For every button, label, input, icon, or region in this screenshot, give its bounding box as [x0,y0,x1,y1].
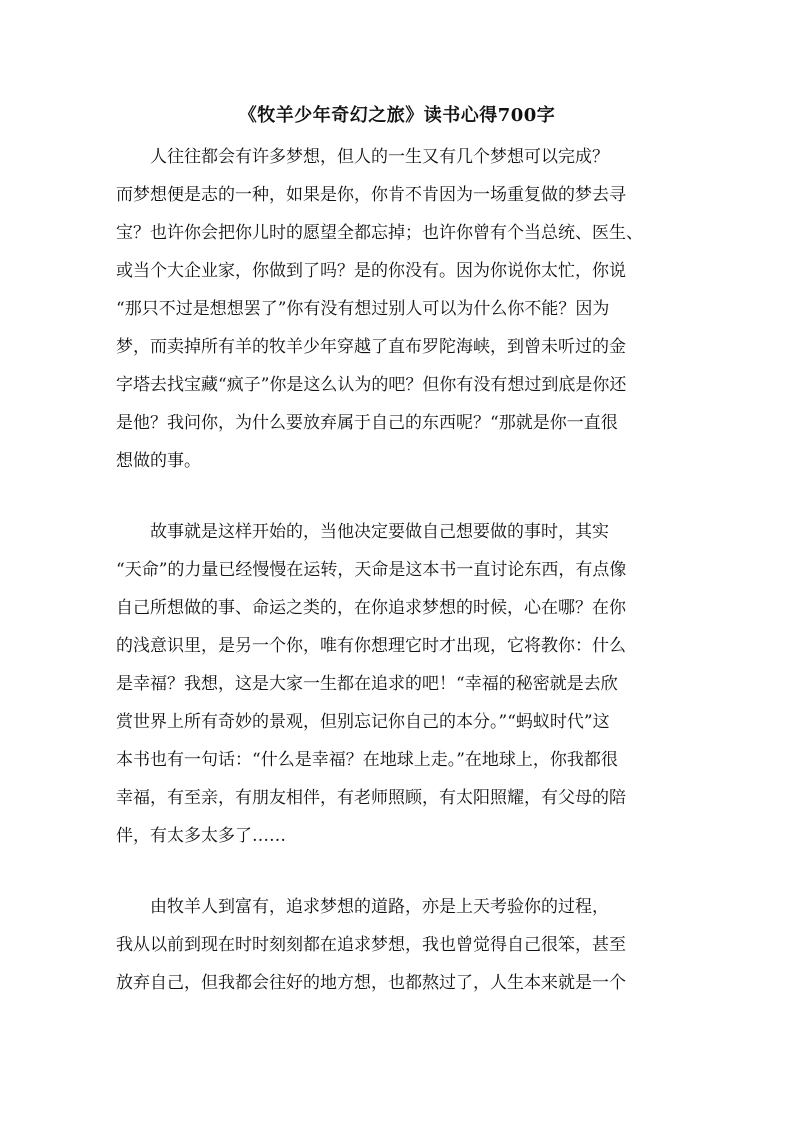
paragraph-line: 伴，有太多太多了…… [116,826,286,846]
paragraph-line: “天命”的力量已经慢慢在运转，天命是这本书一直讨论东西，有点像 [116,560,627,580]
paragraph-line: 而梦想便是志的一种，如果是你，你肯不肯因为一场重复做的梦去寻 [116,185,626,205]
paragraph-line: 放弃自己，但我都会往好的地方想，也都熬过了，人生本来就是一个 [116,973,626,993]
paragraph-line: 或当个大企业家，你做到了吗？是的你没有。因为你说你太忙，你说 [116,261,626,281]
paragraph-line: 想做的事。 [116,451,201,471]
paragraph-line: 赏世界上所有奇妙的景观，但别忘记你自己的本分。”“蚂蚁时代”这 [116,712,610,732]
paragraph-line: 人往往都会有许多梦想，但人的一生又有几个梦想可以完成？ [116,147,609,167]
paragraph-line: 自己所想做的事、命运之类的，在你追求梦想的时候，心在哪？在你 [116,598,626,618]
paragraph-line: “那只不过是想想罢了”你有没有想过别人可以为什么你不能？因为 [116,299,610,319]
paragraph-line: 字塔去找宝藏“疯子”你是这么认为的吧？但你有没有想过到底是你还 [116,375,627,395]
paragraph-line: 幸福，有至亲，有朋友相伴，有老师照顾，有太阳照耀，有父母的陪 [116,788,626,808]
paragraph-line: 的浅意识里，是另一个你，唯有你想理它时才出现，它将教你：什么 [116,636,626,656]
paragraph-line: 由牧羊人到富有，追求梦想的道路，亦是上天考验你的过程， [116,897,609,917]
paragraph-line: 故事就是这样开始的，当他决定要做自己想要做的事时，其实 [116,522,609,542]
paragraph-line: 梦，而卖掉所有羊的牧羊少年穿越了直布罗陀海峡，到曾未听过的金 [116,337,626,357]
paragraph-line: 我从以前到现在时时刻刻都在追求梦想，我也曾觉得自己很笨，甚至 [116,935,626,955]
document-title: 《牧羊少年奇幻之旅》读书心得700字 [238,105,556,126]
paragraph-line: 宝？也许你会把你儿时的愿望全都忘掉；也许你曾有个当总统、医生、 [116,223,643,243]
paragraph-line: 是他？我问你，为什么要放弃属于自己的东西呢？“那就是你一直很 [116,413,618,433]
paragraph-line: 本书也有一句话：“什么是幸福？在地球上走。”在地球上，你我都很 [116,750,618,770]
paragraph-line: 是幸福？我想，这是大家一生都在追求的吧！“幸福的秘密就是去欣 [116,674,618,694]
